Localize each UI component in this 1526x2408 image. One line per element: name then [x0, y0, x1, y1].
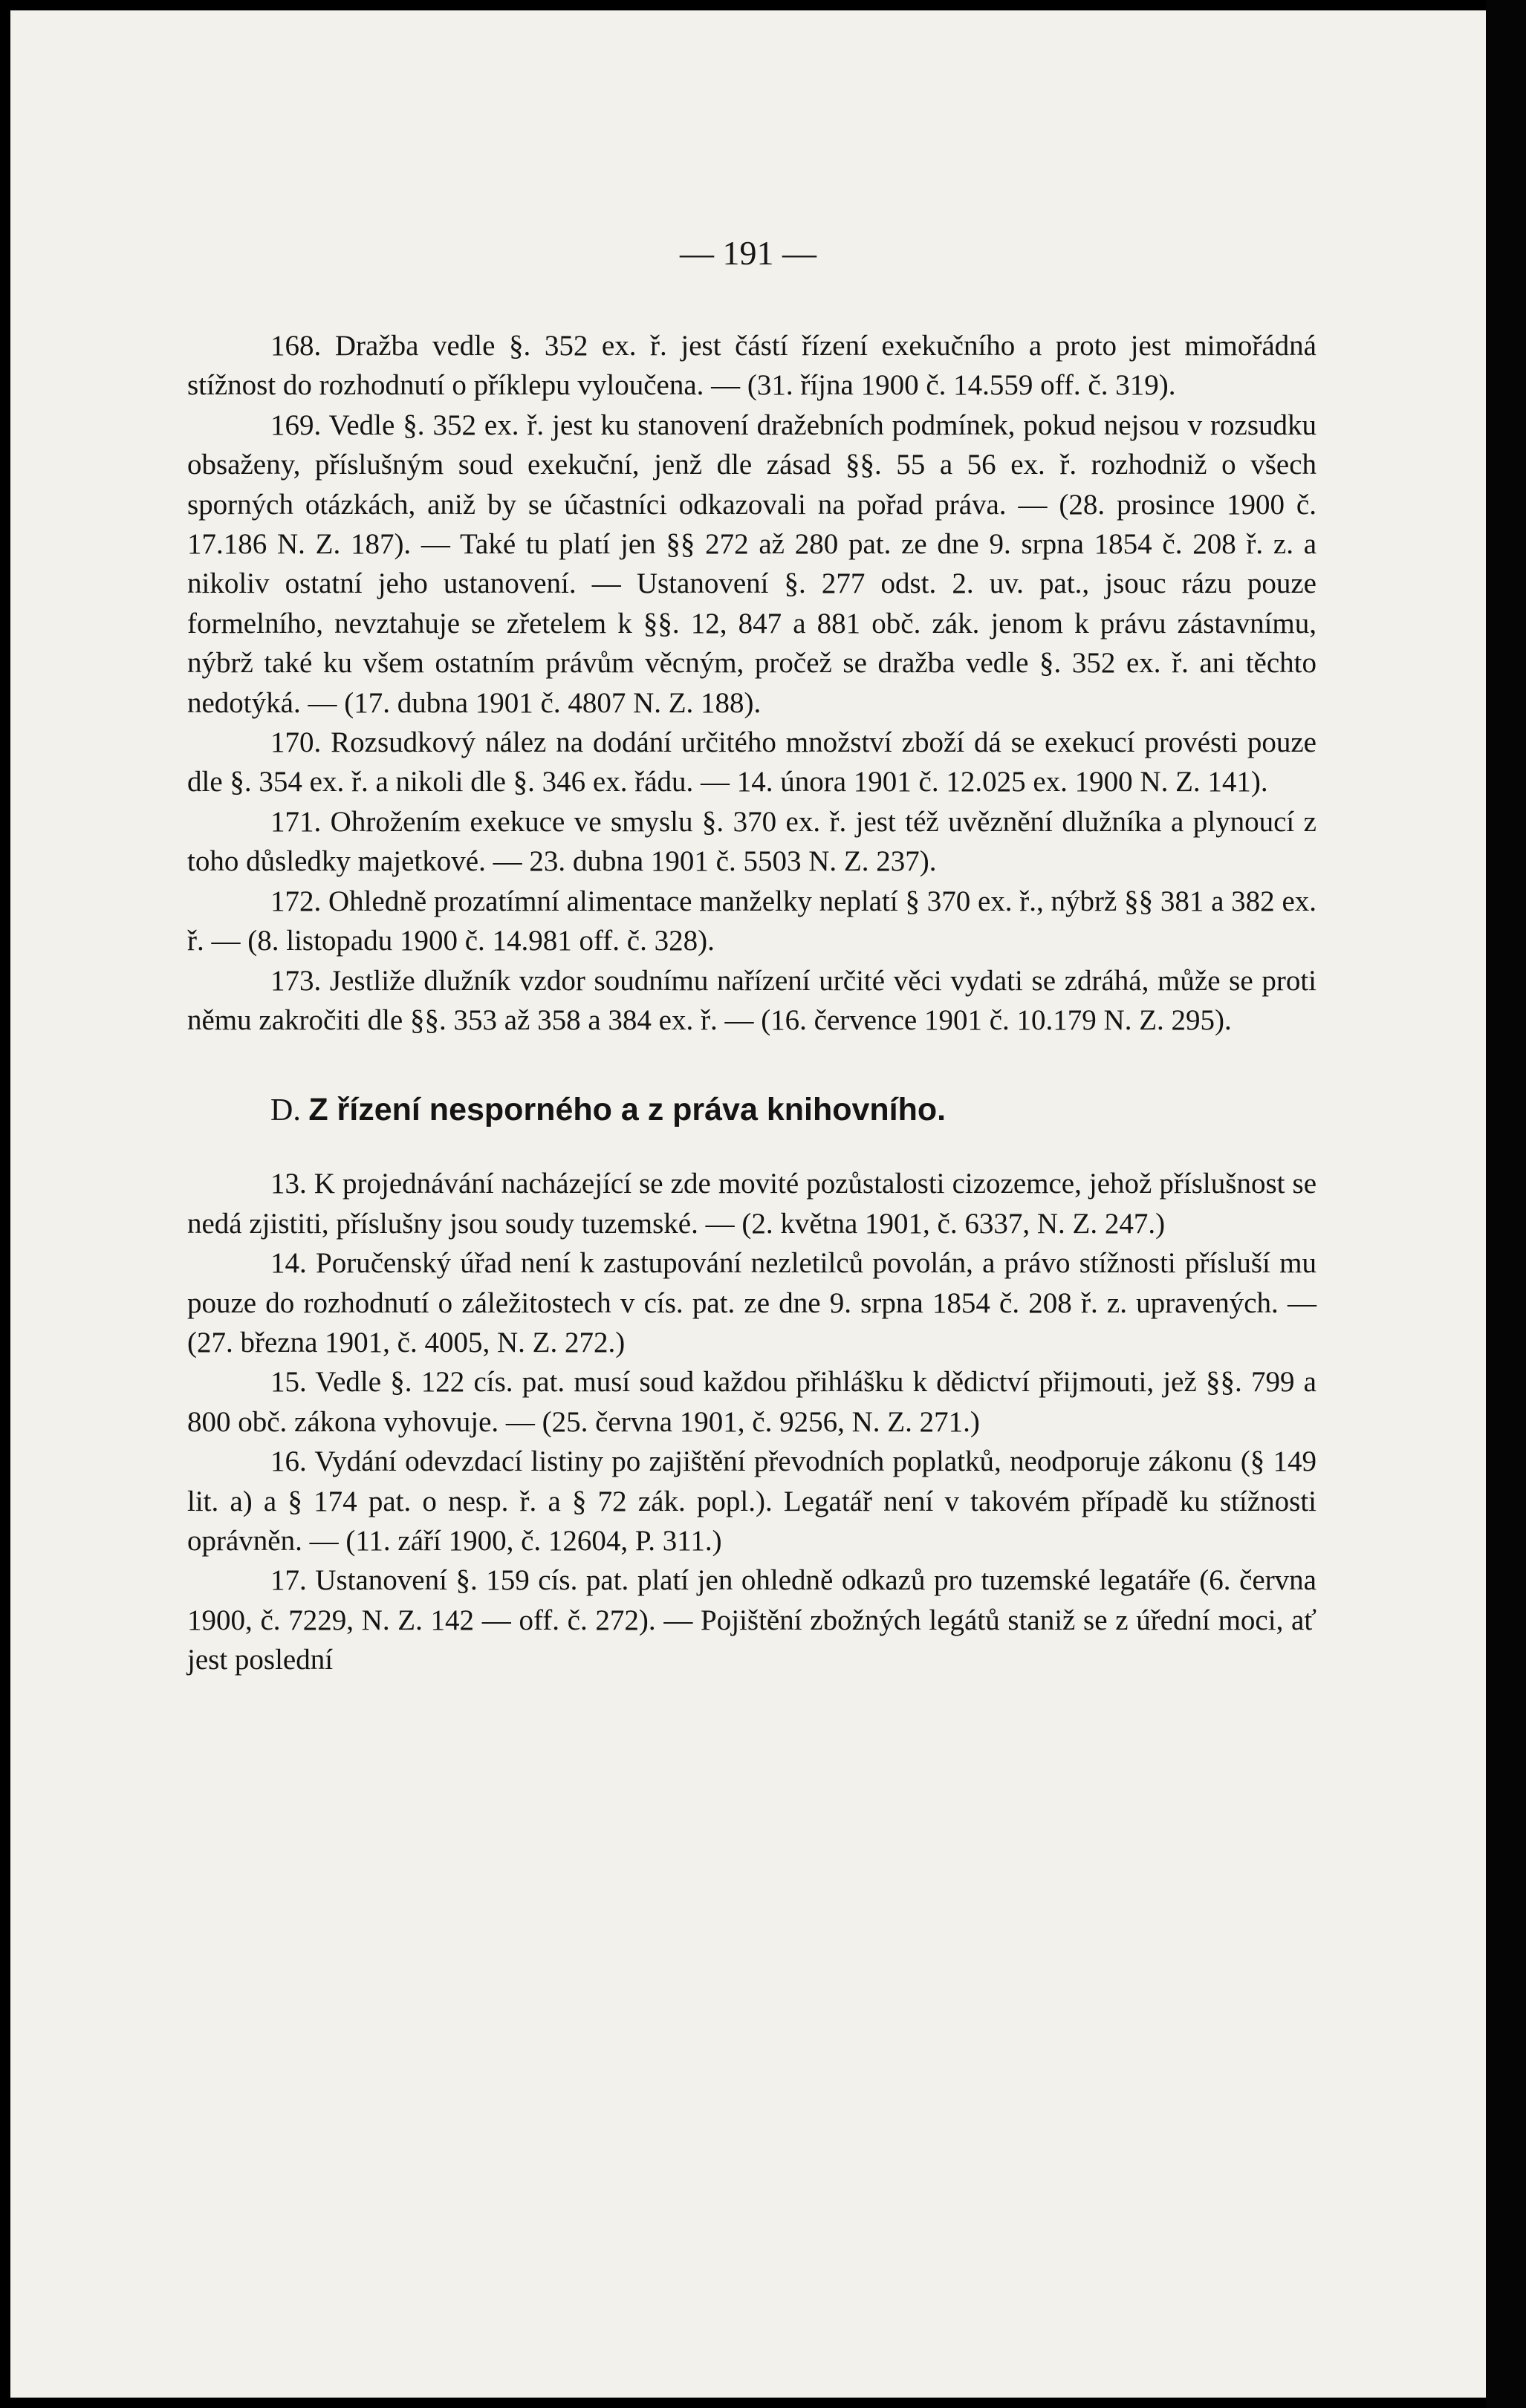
- scanned-page: [10, 10, 1486, 2398]
- entry-15: 15. Vedle §. 122 cís. pat. musí soud každou přihlášku k dědictví přijmouti, jež §§. 799 a 800 obč. zákona vyhovuje. — (25. června 1901, č. 9256, N. Z. 271.): [187, 1366, 1316, 1438]
- entry-170: 170. Rozsudkový nález na dodání určitého množství zboží dá se exekucí provésti pouze dle §. 354 ex. ř. a nikoli dle §. 346 ex. řádu. — 14. února 1901 č. 12.025 ex. 1900 N. Z. 141).: [187, 726, 1316, 798]
- section-heading: [187, 1089, 1316, 1131]
- entry-168: 168. Dražba vedle §. 352 ex. ř. jest částí řízení exekučního a proto jest mimořádná stížnost do rozhodnutí o příklepu vyloučena. — (31. října 1900 č. 14.559 off. č. 319).: [187, 330, 1316, 402]
- section-letter: D.: [270, 1093, 301, 1128]
- section-title: Z řízení nesporného a z práva knihovního.: [308, 1092, 947, 1128]
- entry-173: 173. Jestliže dlužník vzdor soudnímu nařízení určité věci vydati se zdráhá, může se proti němu zakročiti dle §§. 353 až 358 a 384 ex. ř. — (16. července 1901 č. 10.179 N. Z. 295).: [187, 964, 1316, 1036]
- page-body: [187, 326, 1316, 1680]
- scan-border: [1486, 0, 1526, 2408]
- entry-16: 16. Vydání odevzdací listiny po zajištění převodních poplatků, neodporuje zákonu (§ 149 lit. a) a § 174 pat. o nesp. ř. a § 72 zák. popl.). Legatář není v takovém případě ku stížnosti oprávněn. — (11. září 1900, č. 12604, P. 311.): [187, 1445, 1316, 1557]
- entry-171: 171. Ohrožením exekuce ve smyslu §. 370 ex. ř. jest též uvěznění dlužníka a plynoucí z toho důsledky majetkové. — 23. dubna 1901 č. 5503 N. Z. 237).: [187, 805, 1316, 878]
- entry-13: 13. K projednávání nacházející se zde movité pozůstalosti cizozemce, jehož příslušnost se nedá zjistiti, příslušny jsou soudy tuzemské. — (2. května 1901, č. 6337, N. Z. 247.): [187, 1168, 1316, 1240]
- entry-172: 172. Ohledně prozatímní alimentace manželky neplatí § 370 ex. ř., nýbrž §§ 381 a 382 ex. ř. — (8. listopadu 1900 č. 14.981 off. č. 328).: [187, 885, 1316, 957]
- entry-14: 14. Poručenský úřad není k zastupování nezletilců povolán, a právo stížnosti přísluší mu pouze do rozhodnutí o záležitostech v cís. pat. ze dne 9. srpna 1854 č. 208 ř. z. upravených. — (27. března 1901, č. 4005, N. Z. 272.): [187, 1247, 1316, 1358]
- entry-169: 169. Vedle §. 352 ex. ř. jest ku stanovení dražebních podmínek, pokud nejsou v rozsudku obsaženy, příslušným soud exekuční, jenž dle zásad §§. 55 a 56 ex. ř. rozhodniž o všech sporných otázkách, aniž by se účastníci odkazovali na pořad práva. — (28. prosince 1900 č. 17.186 N. Z. 187). — Také tu platí jen §§ 272 až 280 pat. ze dne 9. srpna 1854 č. 208 ř. z. a nikoliv ostatní jeho ustanovení. — Ustanovení §. 277 odst. 2. uv. pat., jsouc rázu pouze formelního, nevztahuje se zřetelem k §§. 12, 847 a 881 obč. zák. jenom k právu zástavnímu, nýbrž také ku všem ostatním právům věcným, pročež se dražba vedle §. 352 ex. ř. ani těchto nedotýká. — (17. dubna 1901 č. 4807 N. Z. 188).: [187, 409, 1316, 719]
- entry-17: 17. Ustanovení §. 159 cís. pat. platí jen ohledně odkazů pro tuzemské legatáře (6. června 1900, č. 7229, N. Z. 142 — off. č. 272). — Pojištění zbožných legátů staniž se z úřední moci, ať jest poslední: [187, 1564, 1316, 1676]
- page-number: — 191 —: [680, 234, 816, 272]
